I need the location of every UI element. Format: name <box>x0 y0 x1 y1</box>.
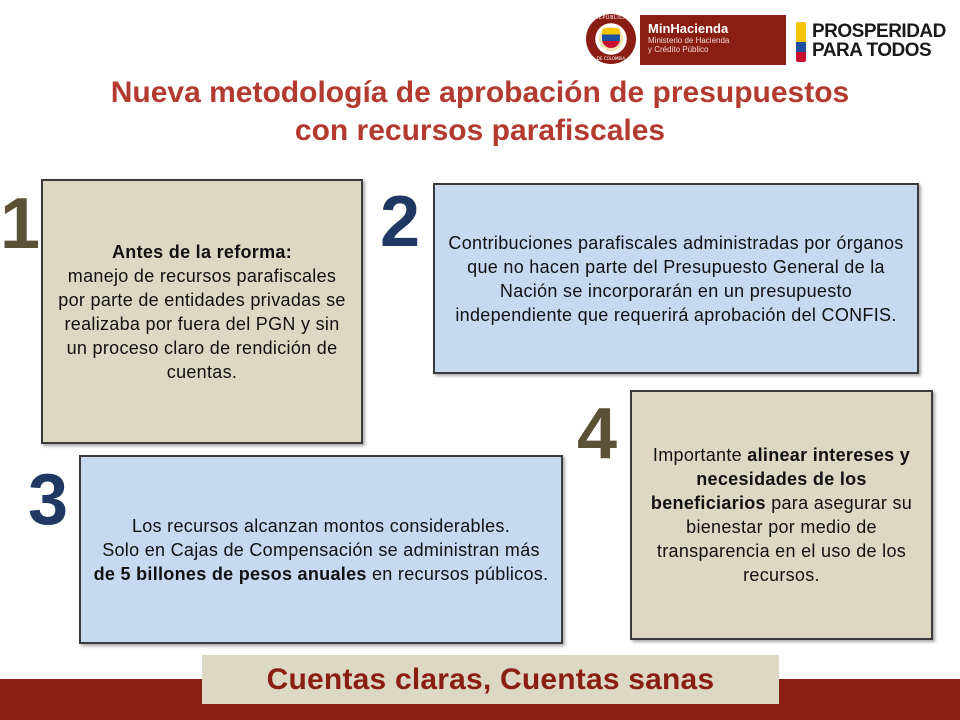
point-1-box <box>41 179 363 444</box>
minhacienda-logo <box>640 15 786 65</box>
point-4-box <box>630 390 933 640</box>
point-1-body: manejo de recursos parafiscales por parte de entidades privadas se realizaba por fuera del PGN y sin un proceso claro de rendición de cuentas. <box>58 265 346 382</box>
point-2-number: 2 <box>380 182 421 262</box>
point-2-body: Contribuciones parafiscales administradas por órganos que no hacen parte del Presupuesto General de la Nación se incorporarán en un presupuesto independiente que requerirá aprobación del CONFIS. <box>448 232 904 325</box>
colombia-seal-logo <box>586 14 636 64</box>
point-1-number: 1 <box>0 184 41 264</box>
point-3-body-c: en recursos públicos. <box>372 563 549 584</box>
point-4-body-a: Importante <box>652 445 742 465</box>
minhacienda-line2: y Crédito Público <box>648 45 709 54</box>
point-3-text <box>91 514 551 586</box>
point-3-box <box>79 455 563 644</box>
prosperidad-logo <box>796 22 946 64</box>
coat-of-arms-icon <box>602 28 620 48</box>
point-1-text <box>53 240 351 384</box>
point-4-text <box>640 443 923 587</box>
title-line-2: con recursos parafiscales <box>294 114 666 147</box>
point-4-bold: alinear intereses y necesidades de los beneficiarios <box>650 445 911 513</box>
point-3-body-a: Los recursos alcanzan montos considerables. <box>131 515 511 536</box>
point-4-number: 4 <box>577 394 618 474</box>
point-3-body-b: Solo en Cajas de Compensación se administran más <box>102 539 540 560</box>
point-2-box <box>433 183 919 374</box>
point-1-lead: Antes de la reforma: <box>111 241 293 262</box>
minhacienda-line1: Ministerio de Hacienda <box>648 36 730 45</box>
title-line-1: Nueva metodología de aprobación de presupuestos <box>110 76 850 109</box>
slide-title <box>0 74 960 150</box>
point-3-number: 3 <box>28 460 69 540</box>
prosperidad-line1: PROSPERIDAD <box>812 21 946 42</box>
seal-top-text: REPÚBLICA <box>594 15 628 21</box>
footer-slogan: Cuentas claras, Cuentas sanas <box>202 655 779 704</box>
point-3-bold: de 5 billones de pesos anuales <box>93 563 367 584</box>
colombia-flag-icon <box>796 22 806 62</box>
seal-bottom-text: DE COLOMBIA <box>596 56 626 61</box>
minhacienda-name: MinHacienda <box>648 21 729 36</box>
point-4-body-b: para asegurar su bienestar por medio de transparencia en el uso de los recursos. <box>656 493 913 585</box>
prosperidad-line2: PARA TODOS <box>812 40 932 61</box>
